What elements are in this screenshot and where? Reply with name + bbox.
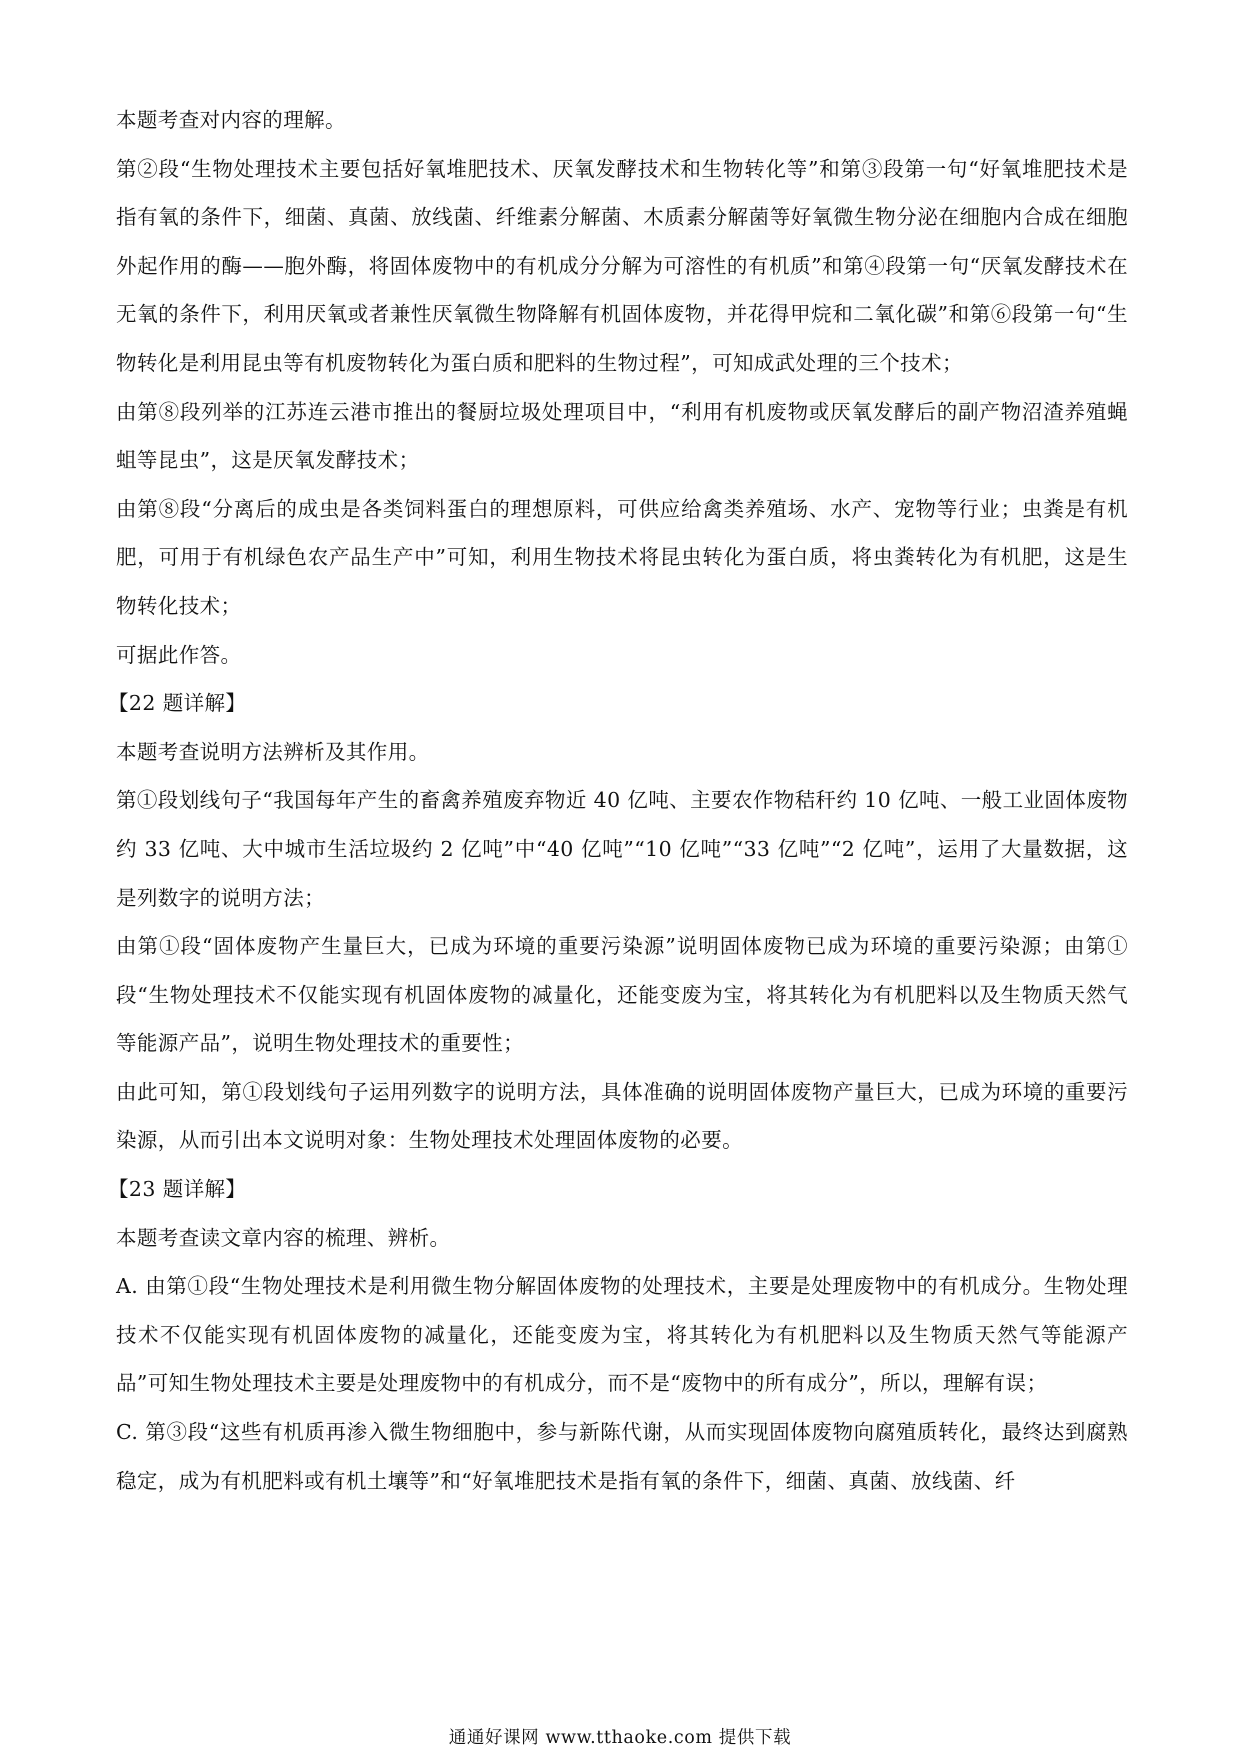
paragraph: 由第①段“固体废物产生量巨大，已成为环境的重要污染源”说明固体废物已成为环境的重要污染源；由第①段“生物处理技术不仅能实现有机固体废物的减量化，还能变废为宝，将其转化为有机肥料以及生物质天然气等能源产品”，说明生物处理技术的重要性；	[116, 934, 1128, 1056]
paragraph: 第①段划线句子“我国每年产生的畜禽养殖废弃物近 40 亿吨、主要农作物秸秆约 10 亿吨、一般工业固体废物约 33 亿吨、大中城市生活垃圾约 2 亿吨”中“40 亿吨”“10 亿吨”“33 亿吨”“2 亿吨”，运用了大量数据，这是列数字的说明方法；	[116, 788, 1128, 910]
paragraph: 由第⑧段“分离后的成虫是各类饲料蛋白的理想原料，可供应给禽类养殖场、水产、宠物等行业；虫粪是有机肥，可用于有机绿色农产品生产中”可知，利用生物技术将昆虫转化为蛋白质，将虫粪转化为有机肥，这是生物转化技术；	[116, 496, 1128, 618]
paragraph: 由此可知，第①段划线句子运用列数字的说明方法，具体准确的说明固体废物产量巨大，已成为环境的重要污染源，从而引出本文说明对象：生物处理技术处理固体废物的必要。	[116, 1079, 1128, 1153]
paragraph: 本题考查对内容的理解。	[116, 108, 346, 132]
document-body	[108, 96, 1128, 1505]
section-heading-22: 【22 题详解】	[108, 691, 247, 716]
paragraph: 第②段“生物处理技术主要包括好氧堆肥技术、厌氧发酵技术和生物转化等”和第③段第一句“好氧堆肥技术是指有氧的条件下，细菌、真菌、放线菌、纤维素分解菌、木质素分解菌等好氧微生物分泌在细胞内合成在细胞外起作用的酶——胞外酶，将固体废物中的有机成分分解为可溶性的有机质”和第④段第一句“厌氧发酵技术在无氧的条件下，利用厌氧或者兼性厌氧微生物降解有机固体废物，并花得甲烷和二氧化碳”和第⑥段第一句“生物转化是利用昆虫等有机废物转化为蛋白质和肥料的生物过程”，可知成武处理的三个技术；	[116, 156, 1128, 375]
paragraph: A. 由第①段“生物处理技术是利用微生物分解固体废物的处理技术，主要是处理废物中的有机成分。生物处理技术不仅能实现有机固体废物的减量化，还能变废为宝，将其转化为有机肥料以及生物质天然气等能源产品”可知生物处理技术主要是处理废物中的有机成分，而不是“废物中的所有成分”，所以，理解有误；	[116, 1274, 1128, 1396]
paragraph: C. 第③段“这些有机质再渗入微生物细胞中，参与新陈代谢，从而实现固体废物向腐殖质转化，最终达到腐熟稳定，成为有机肥料或有机土壤等”和“好氧堆肥技术是指有氧的条件下，细菌、真菌、放线菌、纤	[116, 1420, 1128, 1493]
paragraph: 本题考查读文章内容的梳理、辨析。	[116, 1225, 451, 1250]
page-footer: 通通好课网 www.tthaoke.com 提供下载	[448, 1728, 792, 1748]
section-heading-23: 【23 题详解】	[108, 1177, 247, 1202]
paragraph: 可据此作答。	[116, 642, 242, 667]
paragraph: 由第⑧段列举的江苏连云港市推出的餐厨垃圾处理项目中，“利用有机废物或厌氧发酵后的副产物沼渣养殖蝇蛆等昆虫”，这是厌氧发酵技术；	[116, 399, 1128, 473]
paragraph: 本题考查说明方法辨析及其作用。	[116, 739, 430, 764]
